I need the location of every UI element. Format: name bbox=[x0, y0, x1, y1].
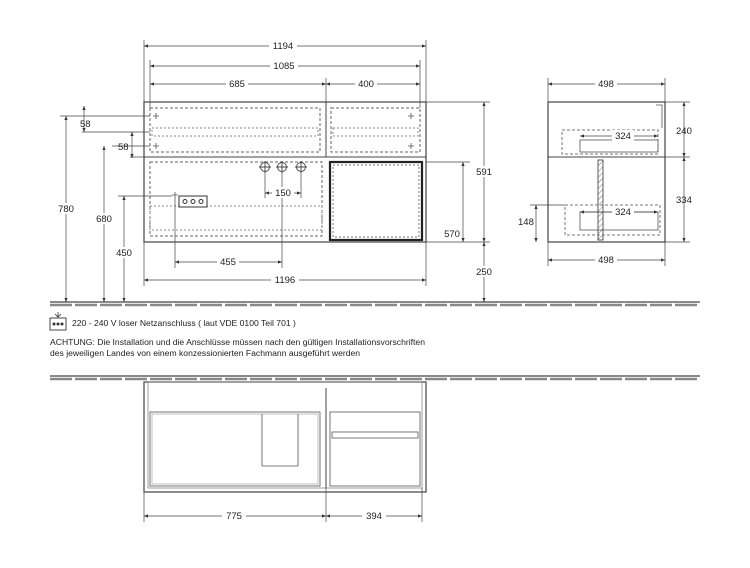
dim-400: 400 bbox=[358, 79, 374, 90]
dim-250: 250 bbox=[476, 267, 492, 278]
front-view bbox=[55, 40, 496, 302]
plan-dim-775: 775 bbox=[226, 511, 242, 522]
side-dim-240: 240 bbox=[676, 126, 692, 137]
warning-line-1: ACHTUNG: Die Installation und die Anschlüsse müssen nach den gültigen Installationsvorschriften bbox=[50, 337, 425, 347]
side-view bbox=[518, 78, 692, 266]
power-note: 220 - 240 V loser Netzanschluss ( laut VDE 0100 Teil 701 ) bbox=[72, 318, 296, 328]
dim-58-b: 58 bbox=[118, 142, 129, 153]
wall-line-plan bbox=[50, 376, 700, 379]
plan-dim-394: 394 bbox=[366, 511, 382, 522]
dim-1196: 1196 bbox=[274, 275, 296, 286]
side-dim-498-top: 498 bbox=[598, 79, 614, 90]
side-dim-324-top: 324 bbox=[615, 131, 631, 142]
floor-line-1 bbox=[50, 302, 700, 305]
electrical-outlet-icon bbox=[50, 312, 66, 330]
dim-58-a: 58 bbox=[80, 119, 91, 130]
side-dim-498-bottom: 498 bbox=[598, 255, 614, 266]
side-dim-148: 148 bbox=[518, 217, 534, 228]
plan-view bbox=[144, 382, 426, 522]
dim-591: 591 bbox=[476, 167, 492, 178]
dim-450: 450 bbox=[116, 248, 132, 259]
side-dim-324-bottom: 324 bbox=[615, 207, 631, 218]
dim-570: 570 bbox=[444, 229, 460, 240]
side-dim-334: 334 bbox=[676, 195, 692, 206]
warning-line-2: des jeweiligen Landes von einem konzessionierten Fachmann ausgeführt werden bbox=[50, 348, 361, 358]
dim-780: 780 bbox=[58, 204, 74, 215]
dim-1194: 1194 bbox=[272, 41, 294, 52]
dim-150: 150 bbox=[275, 188, 291, 199]
dim-455: 455 bbox=[220, 257, 236, 268]
dim-1085: 1085 bbox=[273, 61, 295, 72]
dim-685: 685 bbox=[229, 79, 245, 90]
dim-680: 680 bbox=[96, 214, 112, 225]
